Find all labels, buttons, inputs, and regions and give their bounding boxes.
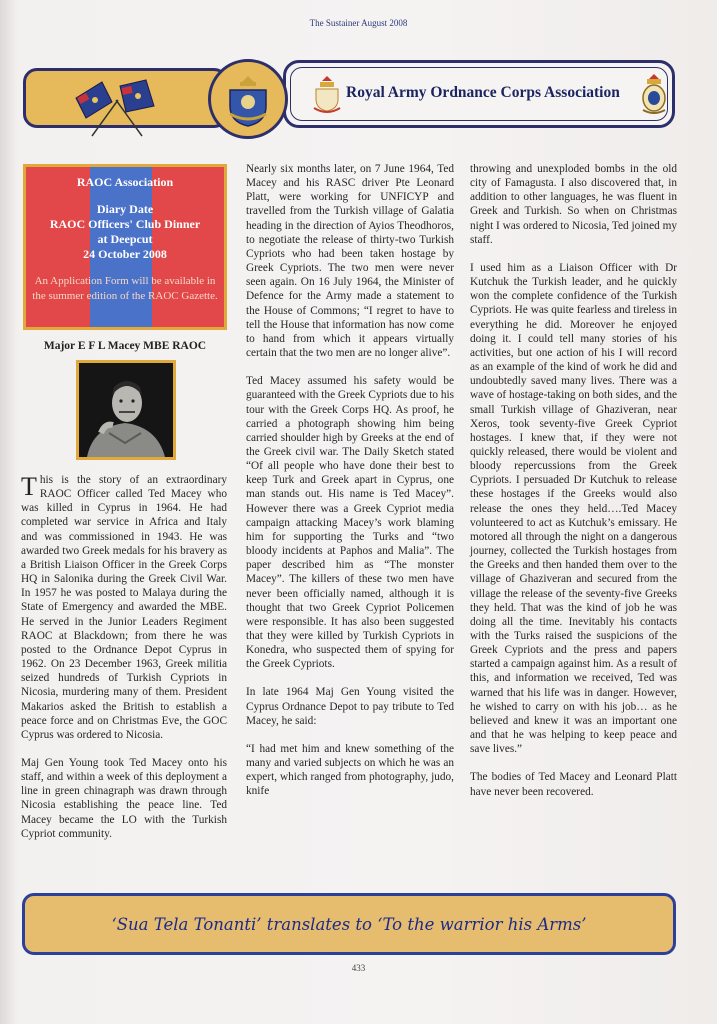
running-head: The Sustainer August 2008 [309, 18, 408, 28]
diary-details [26, 202, 224, 262]
motto-banner [22, 893, 676, 955]
article-paragraph: Nearly six months later, on 7 June 1964, Ted Macey and his RASC driver Pte Leonard Platt, were working for UNFICYP and travelled from the Turkish village of Galatia heading in the direction of Ayios Theodhoros, to negotiate the release of thirty-two Turkish Cypriots who had been taken hostage by Greek Cypriots. The two men were never seen again. On 16 July 1964, the Minister of Defence for the Army made a statement to the House of Commons; “I regret to have to tell the House that information has now come to hand from which it appears virtually certain that the two men are no longer alive”. [246, 163, 454, 360]
paragraph-text: his is the story of an extraordinary RAOC Officer called Ted Macey who was killed in Cyprus in 1964. He had completed war service in Africa and Italy and was commissioned in 1943. He was awarded two Greek medals for his bravery as a British Liaison Officer in the Greek Corps HQ in Salonika during the Greek Civil War. In 1957 he was posted to Malaya during the State of Emergency and awarded the MBE. He served in the Junior Leaders Regiment RAOC at Blackdown; from there he was posted to the Ordnance Depot Cyprus in 1962. On 23 December 1963, Greek militia seized hundreds of Turkish Cypriots in Nicosia, murdering many of them. President Makarios asked the British to establish a peace force and on Christmas Eve, the GOC Cyprus was ordered to Nicosia. [21, 474, 227, 741]
diary-date-box [23, 164, 227, 330]
drop-cap: T [21, 472, 37, 501]
portrait-photo [76, 360, 176, 460]
article-column-3 [470, 162, 677, 813]
article-paragraph: “I had met him and knew something of the many and varied subjects on which he was an expert, which ranged from photography, judo, knife [246, 742, 454, 798]
diary-footnote: An Application Form will be available in the summer edition of the RAOC Gazette. [32, 275, 218, 302]
small-crest-icon [312, 74, 342, 114]
article-paragraph [21, 473, 227, 742]
article-paragraph: throwing and unexploded bombs in the old city of Famagusta. I also discovered that, in addition to other languages, he was fluent in Greek and Turkish. So when on Christmas night I was ordered to Nicosia, Ted joined my staff. [470, 163, 678, 246]
association-title: Royal Army Ordnance Corps Association [346, 84, 620, 101]
author-byline: Major E F L Macey MBE RAOC [43, 340, 207, 352]
diary-title: RAOC Association [76, 175, 174, 189]
page-number: 433 [351, 963, 366, 973]
article-paragraph: Maj Gen Young took Ted Macey onto his staff, and within a week of this deployment a line in green chinagraph was drawn through Nicosia establishing the peace line. Ted Macey became the LO with the Turkish Cypriot community. [21, 756, 227, 840]
corps-crest-icon [640, 72, 668, 114]
article-paragraph: In late 1964 Maj Gen Young visited the Cyprus Ordnance Depot to pay tribute to Ted Macey, he said: [246, 686, 454, 727]
diary-line-4: 24 October 2008 [83, 247, 167, 261]
motto-text: ‘Sua Tela Tonanti’ translates to ‘To the warrior his Arms’ [111, 914, 587, 934]
article-column-1 [21, 473, 227, 855]
crossed-flags-icon [68, 78, 164, 138]
article-paragraph: Ted Macey assumed his safety would be guaranteed with the Greek Cypriots due to his tour with the Greek Corps HQ. As proof, he carried a photograph showing him being carried shoulder high by Greeks at the end of the Greek civil war. The Daily Sketch stated “Of all people who have done their best to keep Turk and Greek apart in Cyprus, one man stands out. His name is Ted Macey”. However there was a Greek Cypriot media campaign attacking Macey’s work blaming him for supporting the Turks and “two bloody incidents at Paphos and Malia”. The paper described him as “The monster Macey”. The killers of these two men have never been officially named, although it is thought that two Greek Cypriot Policemen were responsible. It has also been suggested that they were killed by Turkish Cypriots in Konedra, who suspected them of spying for the Greek Cypriots. [246, 375, 454, 671]
article-paragraph: I used him as a Liaison Officer with Dr Kutchuk the Turkish leader, and he quickly won the complete confidence of the Turkish Cypriots. He was quite fearless and tireless in everything he did. Moreover he enjoyed doing it. I could tell many stories of his activities, but one action of his I will record as an example of the kind of work he did and undoubtedly saved many lives. There was a wave of hostage-taking on both sides, and the small Turkish village of Ghaziveran, near Xeros, took seventy-five Greek Cypriot hostages. I knew that, if they were not quickly released, there would be violent and bloody repercussions from the Greek Cypriots. I persuaded Dr Kutchuk to release these hostages if the Greeks would also release the ones they held….Ted Macey volunteered to act as Kutchuk’s emissary. He motored all through the night on a dangerous journey, collected the Turkish hostages from the Greeks and then handed them over to the village of Ghaziveran and secured from the village the release of the seventy-five Greeks they held. That was the kind of job he was doing all the time. Inevitably his contacts with the Turks raised the suspicions of the Greek Cypriots and the press and papers started a campaign against him. As a result of this, and information we received, Ted was warned that his life was in danger. However, he wished to carry on with his job… as he believed and knew it was an important one and that he was helping to keep peace and save lives.” [470, 261, 677, 756]
diary-line-3: at Deepcut [97, 232, 153, 246]
article-column-2 [246, 162, 454, 813]
diary-line-2: RAOC Officers' Club Dinner [49, 217, 201, 231]
raoc-badge-icon [220, 70, 276, 128]
article-paragraph: The bodies of Ted Macey and Leonard Platt have never been recovered. [470, 771, 677, 798]
diary-line-1: Diary Date [96, 202, 154, 216]
